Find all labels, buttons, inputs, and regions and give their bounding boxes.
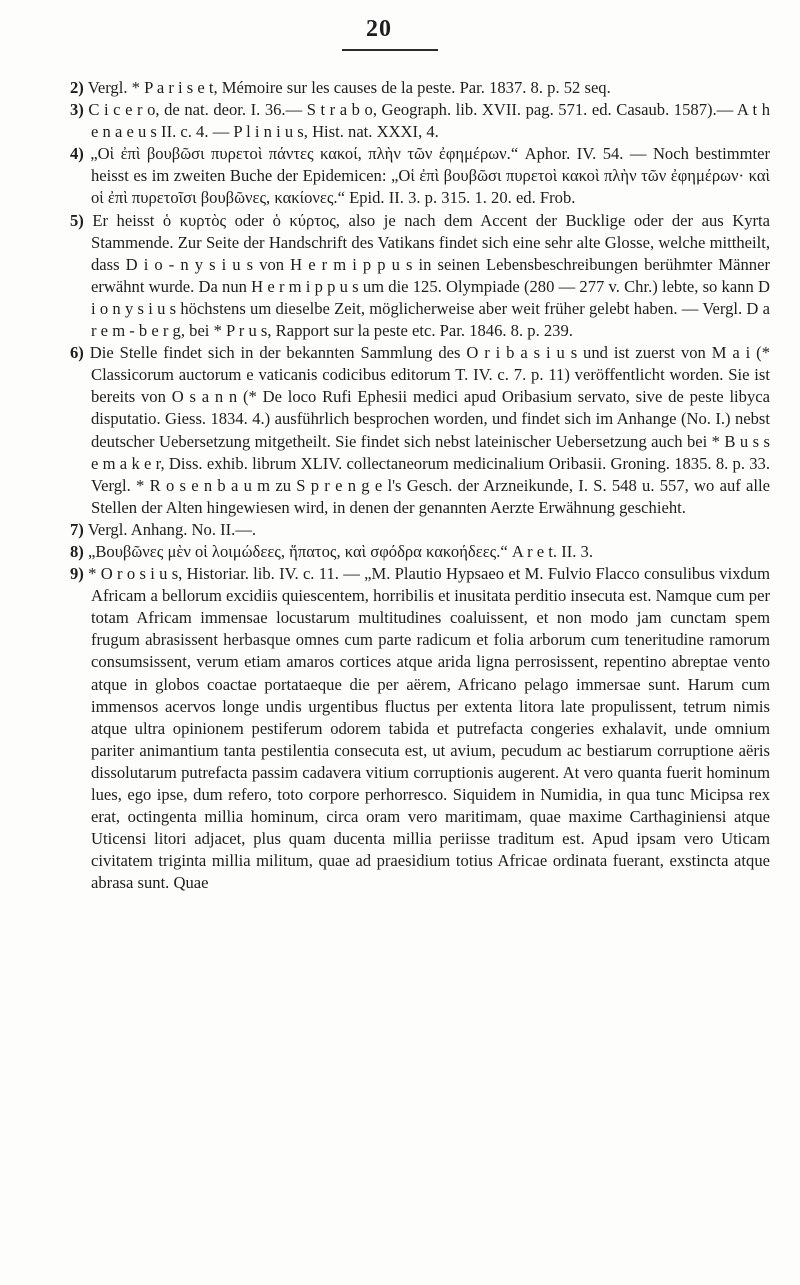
footnote-text: Die Stelle findet sich in der bekannten Sammlung des O r i b a s i u s und ist zuerst von M a i (* Classicorum auctorum e vaticanis codicibus editorum T. IV. c. 7. p. 11) veröffentlicht worden. Sie ist bereits von O s a n n (* De loco Rufi Ephesii medici apud Oribasium servato, sive de peste libyca disputatio. Giess. 1834. 4.) ausführlich besprochen worden, und findet sich im Anhange (No. I.) nebst deutscher Uebersetzung mitgetheilt. Sie findet sich nebst lateinischer Uebersetzung auch bei * B u s s e m a k e r, Diss. exhib. librum XLIV. collectaneorum medicinalium Oribasii. Groning. 1835. 8. p. 33. Vergl. * R o s e n b a u m zu S p r e n g e l's Gesch. der Arzneikunde, I. S. 548 u. 557, wo auf alle Stellen der Alten hingewiesen wird, in denen der genannten Aerzte Erwähnung geschieht. [89, 343, 770, 517]
footnote-number: 7) [70, 519, 84, 539]
footnote-number: 9) [70, 564, 84, 584]
footnote [70, 143, 770, 209]
footnote [70, 541, 770, 563]
footnote-number: 2) [70, 78, 84, 97]
footnote-text: * O r o s i u s, Historiar. lib. IV. c. 11. — „M. Plautio Hypsaeo et M. Fulvio Flacco consulibus vixdum Africam a bellorum excidiis quiescentem, horribilis et inusitata perditio insecuta est. Namque cum per totam Africam immensae locustarum multitudines coaluissent, et non modo jam cunctam spem frugum abrasissent herbasque omnes cum parte radicum et folia arborum cum teneritudine ramorum consumsissent, verum etiam amaros cortices atque arida ligna perrosissent, repentino abreptae vento atque in globos coactae portataeque die per aërem, Africano pelago immersae sunt. Harum cum immensos acervos longe undis urgentibus fluctus per extenta litora late propulissent, tetrum nimis atque ultra opinionem pestiferum odorem tabida et putrefacta congeries exhalavit, unde omnium pariter animantium tanta pestilentia consecuta est, ut avium, pecudum ac bestiarum corruptione aëris dissolutarum putrefacta passim cadavera vitium corruptionis augerent. At vero quanta fuerit hominum lues, ego ipse, dum refero, toto corpore perhorresco. Siquidem in Numidia, in qua tunc Micipsa rex erat, octingenta millia hominum, circa oram vero maritimam, quae maxime Carthaginiensi atque Uticensi litori adjacet, plus quam ducenta millia periisse traditum est. Apud ipsam vero Uticam civitatem triginta millia militum, quae ad praesidium totius Africae ordinata fuerant, exstincta atque abrasa sunt. Quae [88, 564, 770, 893]
footnote-text: „Βουβῶνες μὲν οἱ λοιμώδεες, ἥπατος, καὶ σφόδρα κακοήδεες.“ A r e t. II. 3. [87, 541, 593, 561]
footnotes [70, 77, 770, 894]
footnote [70, 519, 770, 541]
footnote-text: Er heisst ὁ κυρτὸς oder ὁ κύρτος, also je nach dem Accent der Bucklige oder der aus Kyrta Stammende. Zur Seite der Handschrift des Vatikans findet sich eine sehr alte Glosse, welche mittheilt, dass D i o - n y s i u s von H e r m i p p u s in seinen Lebensbeschreibungen berühmter Männer erwähnt wurde. Da nun H e r m i p p u s um die 125. Olympiade (280 — 277 v. Chr.) lebte, so kann D i o n y s i u s höchstens um dieselbe Zeit, möglicherweise aber weit früher gelebt haben. — Vergl. D a r e m - b e r g, bei * P r u s, Rapport sur la peste etc. Par. 1846. 8. p. 239. [91, 210, 770, 341]
footnote-text: Vergl. * P a r i s e t, Mémoire sur les causes de la peste. Par. 1837. 8. p. 52 seq. [87, 78, 611, 97]
footnote [70, 99, 770, 143]
footnote [70, 563, 770, 894]
footnote-number: 8) [70, 541, 84, 561]
footnote-number: 3) [70, 100, 84, 120]
page-number-rule [342, 49, 438, 51]
footnote-number: 6) [70, 343, 84, 363]
footnote-text: Vergl. Anhang. No. II.—. [87, 519, 257, 539]
footnote [70, 342, 770, 519]
footnote-text: C i c e r o, de nat. deor. I. 36.— S t r a b o, Geograph. lib. XVII. pag. 571. ed. Casaub. 1587).— A t h e n a e u s II. c. 4. — P l i n i u s, Hist. nat. XXXI, 4. [88, 100, 770, 142]
page-number: 20 [366, 16, 392, 42]
footnote [70, 77, 770, 99]
footnote-number: 5) [70, 210, 84, 230]
footnote-text: „Οἱ ἐπὶ βουβῶσι πυρετοὶ πάντες κακοί, πλὴν τῶν ἐφημέρων.“ Aphor. IV. 54. — Noch bestimmter heisst es im zweiten Buche der Epidemicen: „Οἱ ἐπὶ βουβῶσι πυρετοὶ κακοὶ πλὴν τῶν ἐφημέρων· καὶ οἱ ἐπὶ πυρετοῖσι βουβῶνες, κακίονες.“ Epid. II. 3. p. 315. 1. 20. ed. Frob. [90, 144, 771, 208]
footnote-number: 4) [70, 144, 84, 164]
footnote [70, 210, 770, 343]
